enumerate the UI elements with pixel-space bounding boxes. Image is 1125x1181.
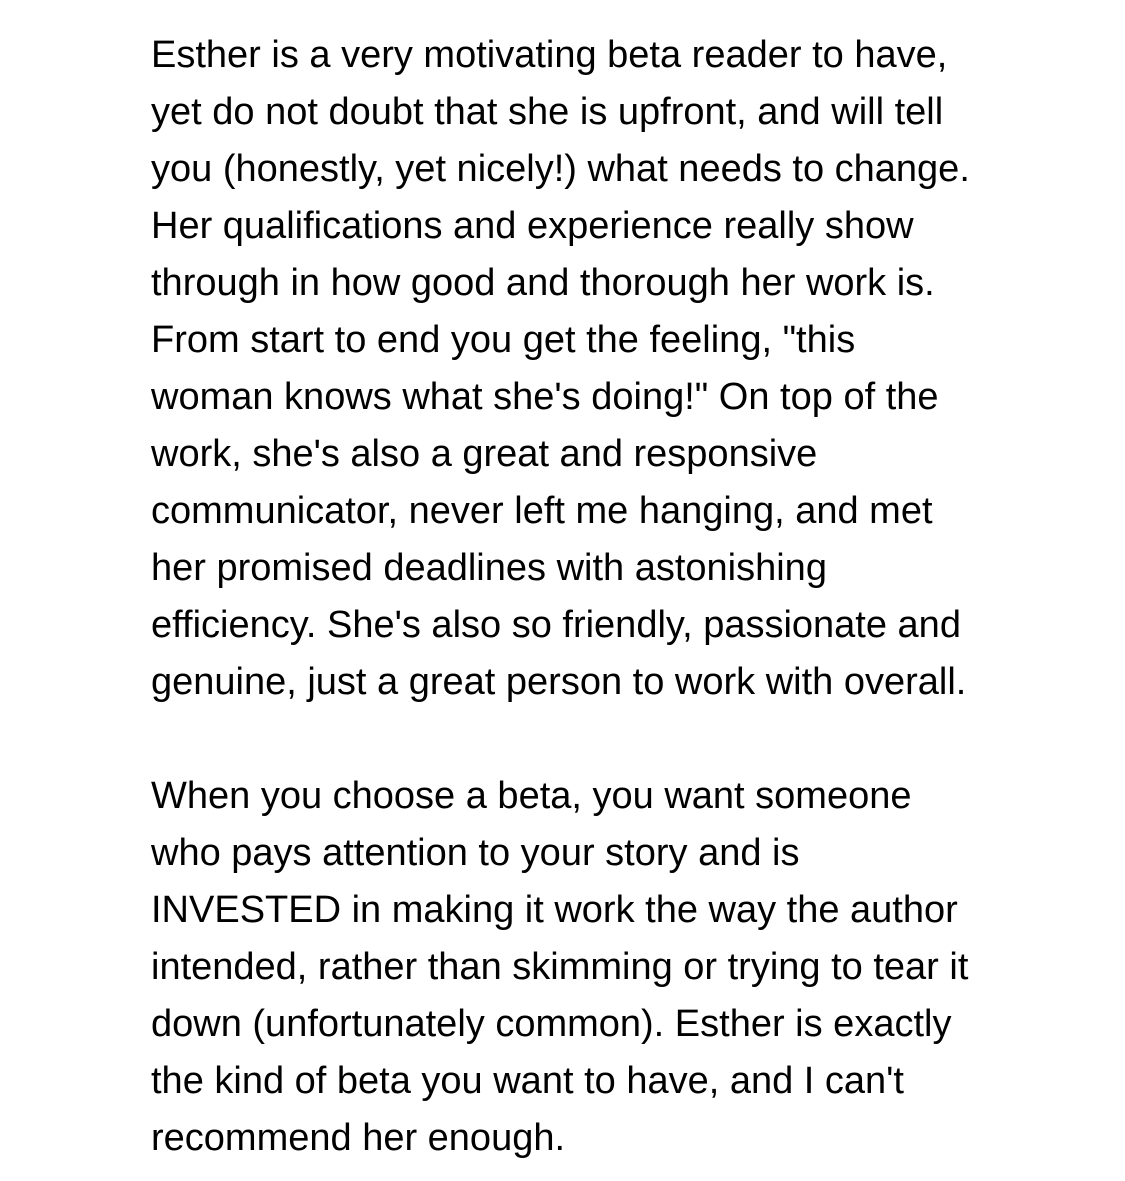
text-line: down (unfortunately common). Esther is exactly — [151, 1003, 952, 1045]
review-paragraph-2 — [151, 768, 1111, 1167]
text-line: yet do not doubt that she is upfront, and will tell — [151, 91, 944, 133]
text-line: you (honestly, yet nicely!) what needs to change. — [151, 148, 970, 190]
text-line: through in how good and thorough her work is. — [151, 262, 935, 304]
text-line: the kind of beta you want to have, and I can't — [151, 1060, 904, 1102]
text-line: INVESTED in making it work the way the author — [151, 889, 958, 931]
text-line: work, she's also a great and responsive — [151, 433, 818, 475]
text-line: efficiency. She's also so friendly, passionate and — [151, 604, 961, 646]
text-line: From start to end you get the feeling, "this — [151, 319, 856, 361]
text-line: Esther is a very motivating beta reader to have, — [151, 34, 948, 76]
text-line: Her qualifications and experience really show — [151, 205, 914, 247]
text-line: woman knows what she's doing!" On top of the — [151, 376, 939, 418]
text-line: genuine, just a great person to work with overall. — [151, 661, 967, 703]
text-line: her promised deadlines with astonishing — [151, 547, 827, 589]
text-line: recommend her enough. — [151, 1117, 566, 1159]
review-paragraph-1 — [151, 27, 1111, 711]
text-line: intended, rather than skimming or trying to tear it — [151, 946, 969, 988]
text-line: communicator, never left me hanging, and met — [151, 490, 933, 532]
review-text — [151, 27, 1111, 1167]
text-line: who pays attention to your story and is — [151, 832, 800, 874]
text-line: When you choose a beta, you want someone — [151, 775, 912, 817]
